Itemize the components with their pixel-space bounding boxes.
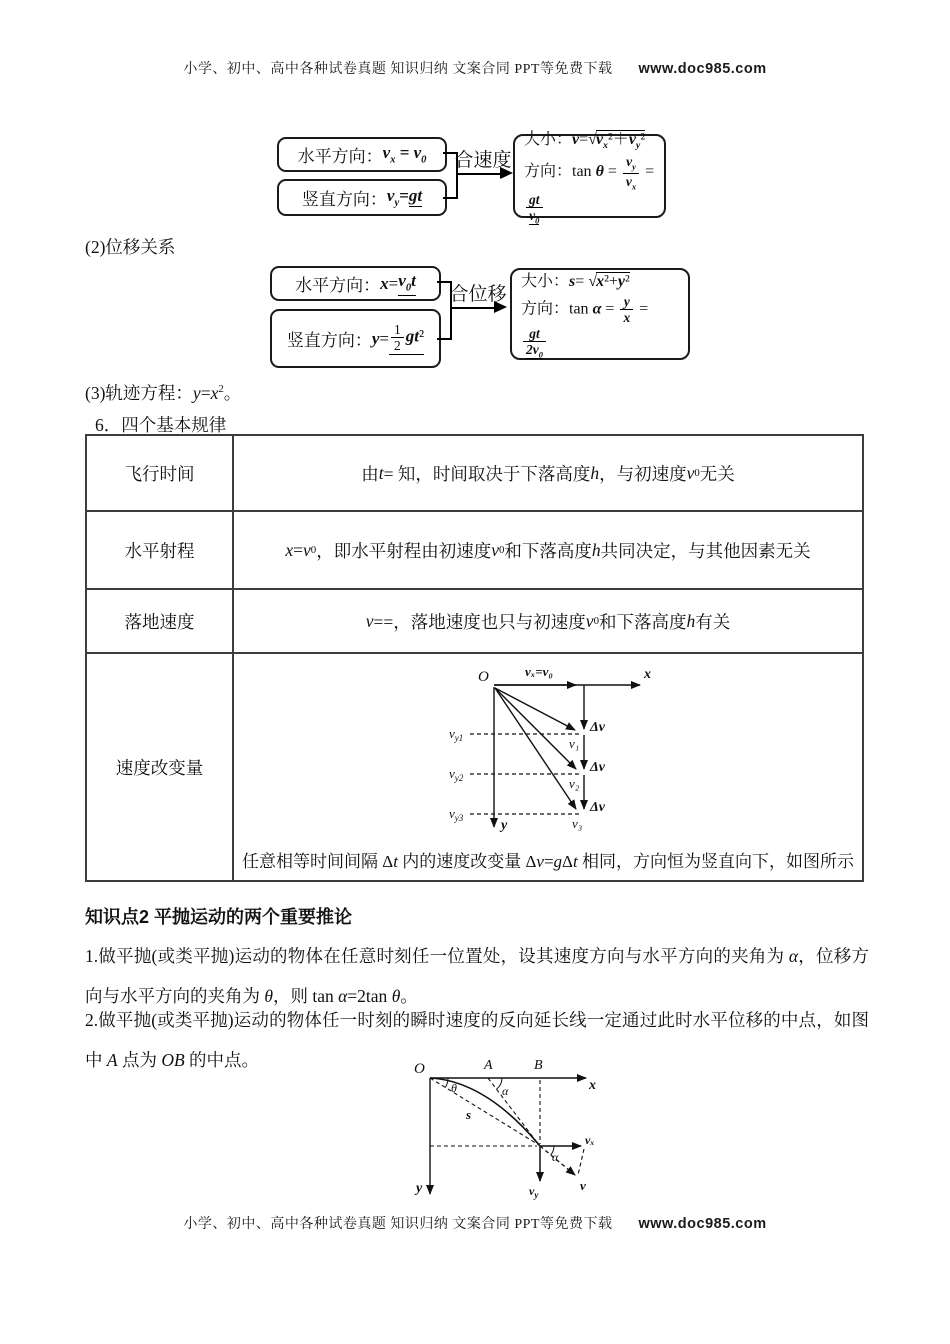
table-row-horizontal-range <box>87 510 862 588</box>
origin-label: O <box>414 1061 425 1077</box>
row-content: x = v 0 ，即水平射程由初速度 v 0 和下落高度 h 共同决定，与其他因素无关 <box>285 539 811 561</box>
vy-dashed-lines <box>470 734 580 814</box>
corollary-1-paragraph: 1.做平抛(或类平抛)运动的物体在任意时刻任一位置处，设其速度方向与水平方向的夹角为 α，位移方向与水平方向的夹角为 θ，则 tan α=2tan θ。 <box>85 946 870 1006</box>
velocity-change-diagram <box>436 659 661 844</box>
magnitude-formula: 大小：s= √x²+y² <box>521 273 630 291</box>
header-text: 小学、初中、高中各种试卷真题 知识归纳 文案合同 PPT等免费下载 <box>183 62 613 77</box>
x-axis-label: x <box>643 667 651 682</box>
resultant-displacement-box <box>510 268 690 360</box>
displacement-flow-diagram <box>270 262 690 367</box>
row-content: v ==，落地速度也只与初速度 v 0 和下落高度 h 有关 <box>365 610 731 632</box>
row-content <box>234 654 862 880</box>
section-2-label: (2)位移关系 <box>85 237 176 257</box>
footer-text: 小学、初中、高中各种试卷真题 知识归纳 文案合同 PPT等免费下载 <box>183 1217 613 1232</box>
section-6-label: 6．四个基本规律 <box>95 415 227 435</box>
vertical-displacement-box: 竖直方向： y = $\frac{1}{2}$ gt² <box>270 309 441 368</box>
displacement-s-label: s <box>466 1107 472 1122</box>
velocity-flow-diagram <box>277 131 669 226</box>
vy-label: $v_y$ <box>529 1184 539 1200</box>
row-label: 飞行时间 <box>87 436 234 510</box>
horizontal-velocity-box: 水平方向： $v_x = v_0$ <box>277 137 447 172</box>
merge-arrow-label: 合位移 <box>449 284 507 305</box>
merge-arrow-line <box>456 173 500 175</box>
vy1-label: $v_{y1}$ <box>448 726 463 743</box>
direction-formula: 方向：tan θ = $\frac{v_y}{v_x}$ = $\frac{gt}{v_0}$ <box>524 154 655 226</box>
midpoint-theorem-diagram <box>400 1056 602 1204</box>
y-axis-label: y <box>500 818 507 833</box>
table-row-velocity-change <box>87 652 862 880</box>
vx-label: vₓ <box>585 1133 595 1147</box>
delta-v-label-2: Δv <box>589 760 605 775</box>
four-rules-table <box>85 434 864 882</box>
page-footer <box>0 1213 950 1233</box>
row-label: 速度改变量 <box>87 654 234 880</box>
v2-label: v₂ <box>568 776 579 791</box>
merge-arrow-line <box>450 307 494 309</box>
row-label: 落地速度 <box>87 590 234 652</box>
alpha-angle-label-a: α <box>502 1084 509 1098</box>
alpha-angle-label-p: α <box>552 1150 559 1164</box>
delta-v-label-3: Δv <box>589 800 605 815</box>
theta-angle-label: θ <box>451 1081 457 1095</box>
vy2-label: $v_{y2}$ <box>448 766 463 783</box>
v-label: v <box>580 1178 586 1193</box>
vy3-label: $v_{y3}$ <box>448 806 463 823</box>
knowledge-point-2-heading: 知识点2 平抛运动的两个重要推论 <box>85 907 353 927</box>
v3-label: v₃ <box>571 816 582 831</box>
velocity-vectors <box>495 688 576 809</box>
point-a-label: A <box>484 1058 493 1073</box>
row-label: 水平射程 <box>87 512 234 588</box>
merge-arrow-label: 合速度 <box>454 150 512 171</box>
v1-label: v₁ <box>568 736 579 751</box>
x-axis-label: x <box>589 1078 596 1093</box>
table-row-landing-velocity <box>87 588 862 652</box>
vertical-velocity-box: 竖直方向： $v_y=gt$ <box>277 179 447 216</box>
corollary-2-paragraph: 2.做平抛(或类平抛)运动的物体任一时刻的瞬时速度的反向延长线一定通过此时水平位移的中点，如图中 A 点为 OB 的中点。 <box>85 1010 869 1070</box>
section-3-label: (3)轨迹方程：$y=x^2$。 <box>85 383 242 403</box>
delta-v-label-1: Δv <box>589 720 605 735</box>
direction-formula: 方向：tan α = $\frac{y}{x}$ = $\frac{gt}{2v_0}$ <box>521 294 649 360</box>
y-axis-label: y <box>416 1181 423 1196</box>
magnitude-formula: 大小：$v=√v_x^2+v_y^2$ <box>524 131 646 152</box>
vx-equals-v0-label: vₓ=v₀ <box>524 664 553 679</box>
horizontal-displacement-box: 水平方向： x = $v_0t$ <box>270 266 441 301</box>
header-website-url: www.doc985.com <box>638 61 767 77</box>
diagram-caption: 任意相等时间间隔 Δt 内的速度改变量 Δv=gΔt 相同，方向恒为竖直向下，如图所示 <box>242 852 854 871</box>
row-content: 由 t = 知，时间取决于下落高度 h ，与初速度 v 0 无关 <box>361 462 735 484</box>
footer-website-url: www.doc985.com <box>638 1216 767 1232</box>
origin-label: O <box>477 669 489 685</box>
axes <box>494 685 640 827</box>
point-b-label: B <box>534 1058 543 1073</box>
resultant-velocity-box <box>513 131 666 226</box>
page-header <box>0 58 950 78</box>
table-row-flight-time <box>87 436 862 510</box>
